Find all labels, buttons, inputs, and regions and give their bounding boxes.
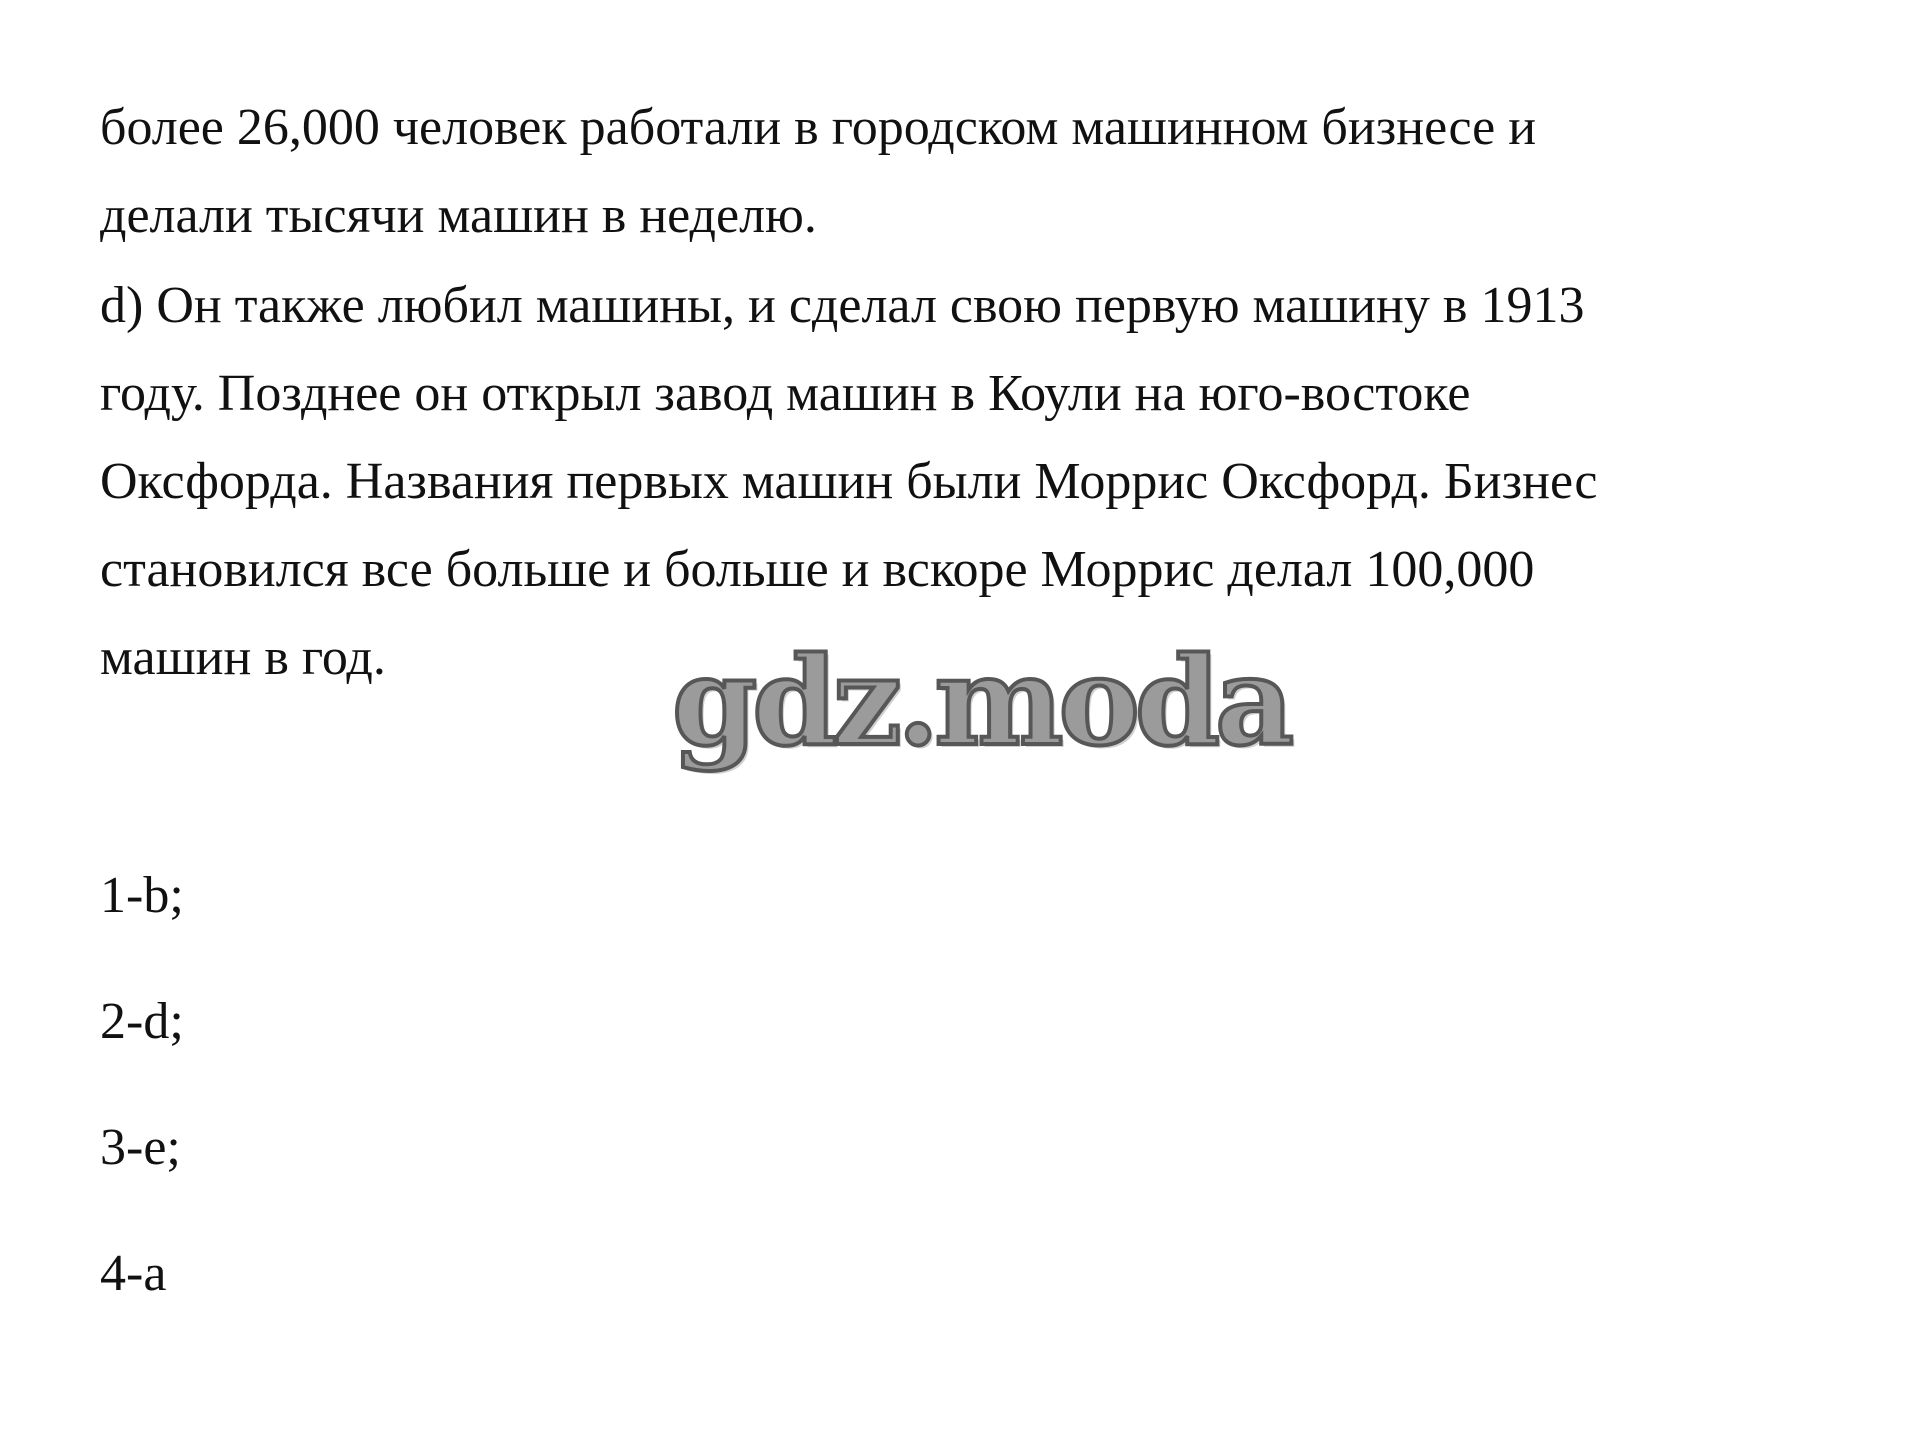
text-line: машин в год. [100,629,386,686]
text-line: Оксфорда. Названия первых машин были Моррис Оксфорд. Бизнес [100,453,1598,510]
answer-item: 4-a [100,1245,167,1302]
text-line: году. Позднее он открыл завод машин в Коули на юго-востоке [100,365,1471,422]
answer-item: 2-d; [100,993,184,1050]
answer-item: 3-e; [100,1119,181,1176]
text-line: более 26,000 человек работали в городском машинном бизнесе и [100,99,1537,156]
answer-list [100,866,184,1370]
answer-item: 1-b; [100,867,184,924]
text-line: становился все больше и больше и вскоре Моррис делал 100,000 [100,541,1535,598]
paragraph-continuation [100,84,1860,260]
text-line: делали тысячи машин в неделю. [100,187,817,244]
text-line: d) Он также любил машины, и сделал свою первую машину в 1913 [100,277,1585,334]
watermark-logo: gdz.moda [672,629,1290,773]
